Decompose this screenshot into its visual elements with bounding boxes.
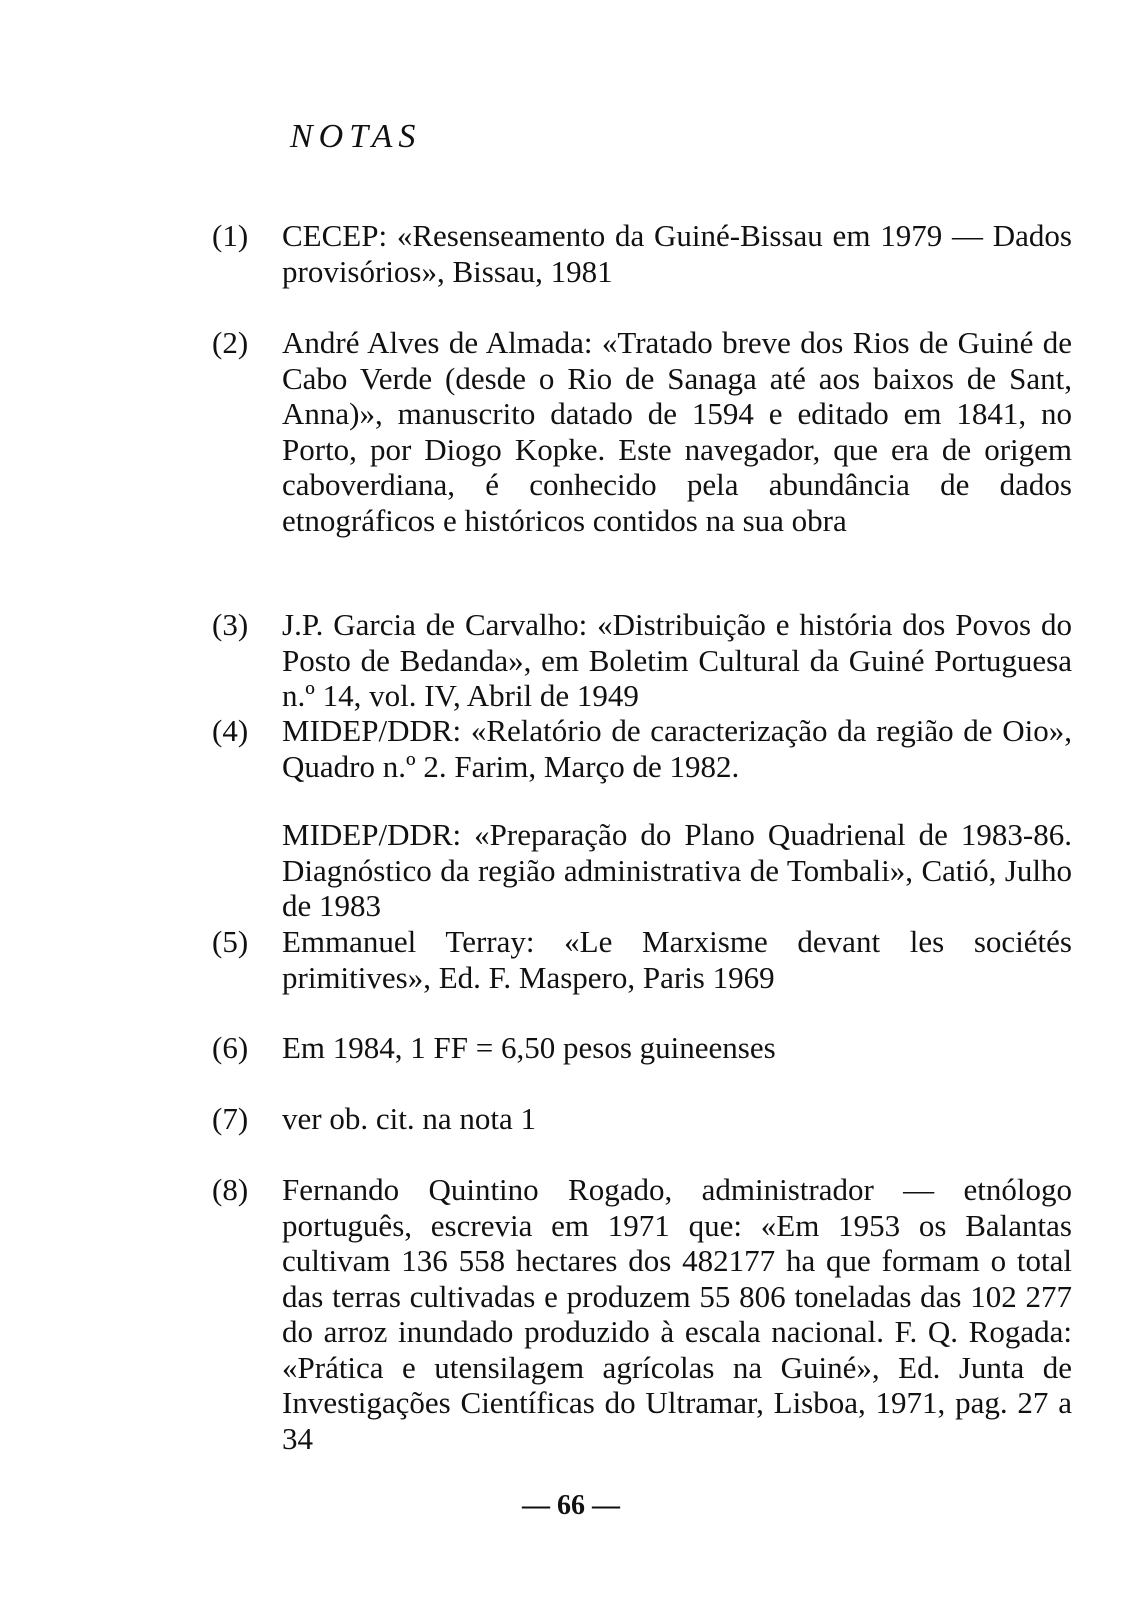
note-body — [282, 218, 1072, 289]
note-4 — [212, 713, 1072, 924]
note-3 — [212, 607, 1072, 714]
note-text: Em 1984, 1 FF = 6,50 pesos guineenses — [282, 1030, 776, 1065]
note-number: (6) — [212, 1030, 249, 1065]
page-number: — 66 — — [522, 1490, 620, 1521]
note-body — [282, 325, 1072, 538]
note-7 — [212, 1101, 1072, 1137]
note-2 — [212, 325, 1072, 538]
note-text: MIDEP/DDR: «Preparação do Plano Quadrienal de 1983-86. Diagnóstico da região administrativa de Tombali», Catió, Julho de 1983 — [282, 817, 1072, 923]
note-body — [282, 1101, 1072, 1137]
note-body — [282, 607, 1072, 714]
note-text: Emmanuel Terray: «Le Marxisme devant les sociétés primitives», Ed. F. Maspero, Paris 1969 — [282, 924, 1072, 995]
note-text: André Alves de Almada: «Tratado breve dos Rios de Guiné de Cabo Verde (desde o Rio de Sanaga até aos baixos de Sant, Anna)», manuscrito datado de 1594 e editado em 1841, no Porto, por Diogo Kopke. Este navegador, que era de origem caboverdiana, é conhecido pela abundância de dados etnográficos e históricos contidos na sua obra — [282, 325, 1072, 538]
note-number: (4) — [212, 713, 249, 748]
note-number: (3) — [212, 607, 249, 642]
note-5 — [212, 924, 1072, 995]
note-text: J.P. Garcia de Carvalho: «Distribuição e história dos Povos do Posto de Bedanda», em Boletim Cultural da Guiné Portuguesa n.º 14, vol. IV, Abril de 1949 — [282, 607, 1072, 713]
page-title: NOTAS — [290, 118, 422, 155]
note-text: ver ob. cit. na nota 1 — [282, 1101, 536, 1136]
note-6 — [212, 1030, 1072, 1066]
note-number: (1) — [212, 218, 249, 253]
note-body — [282, 1030, 1072, 1066]
note-body — [282, 1172, 1072, 1456]
note-body — [282, 924, 1072, 995]
note-number: (7) — [212, 1101, 249, 1136]
note-body — [282, 713, 1072, 924]
note-8 — [212, 1172, 1072, 1456]
note-number: (5) — [212, 924, 249, 959]
note-text: MIDEP/DDR: «Relatório de caracterização da região de Oio», Quadro n.º 2. Farim, Março de 1982. — [282, 713, 1072, 784]
note-1 — [212, 218, 1072, 289]
note-text: Fernando Quintino Rogado, administrador — etnólogo português, escrevia em 1971 que: «Em 1953 os Balantas cultivam 136 558 hectares dos 482177 ha que formam o total das terras cultivadas e produzem 55 806 toneladas das 102 277 do arroz inundado produzido à escala nacional. F. Q. Rogada: «Prática e utensilagem agrícolas na Guiné», Ed. Junta de Investigações Científicas do Ultramar, Lisboa, 1971, pag. 27 a 34 — [282, 1172, 1072, 1456]
note-number: (8) — [212, 1172, 249, 1207]
note-number: (2) — [212, 325, 249, 360]
note-text: CECEP: «Resenseamento da Guiné-Bissau em 1979 — Dados provisórios», Bissau, 1981 — [282, 218, 1072, 289]
